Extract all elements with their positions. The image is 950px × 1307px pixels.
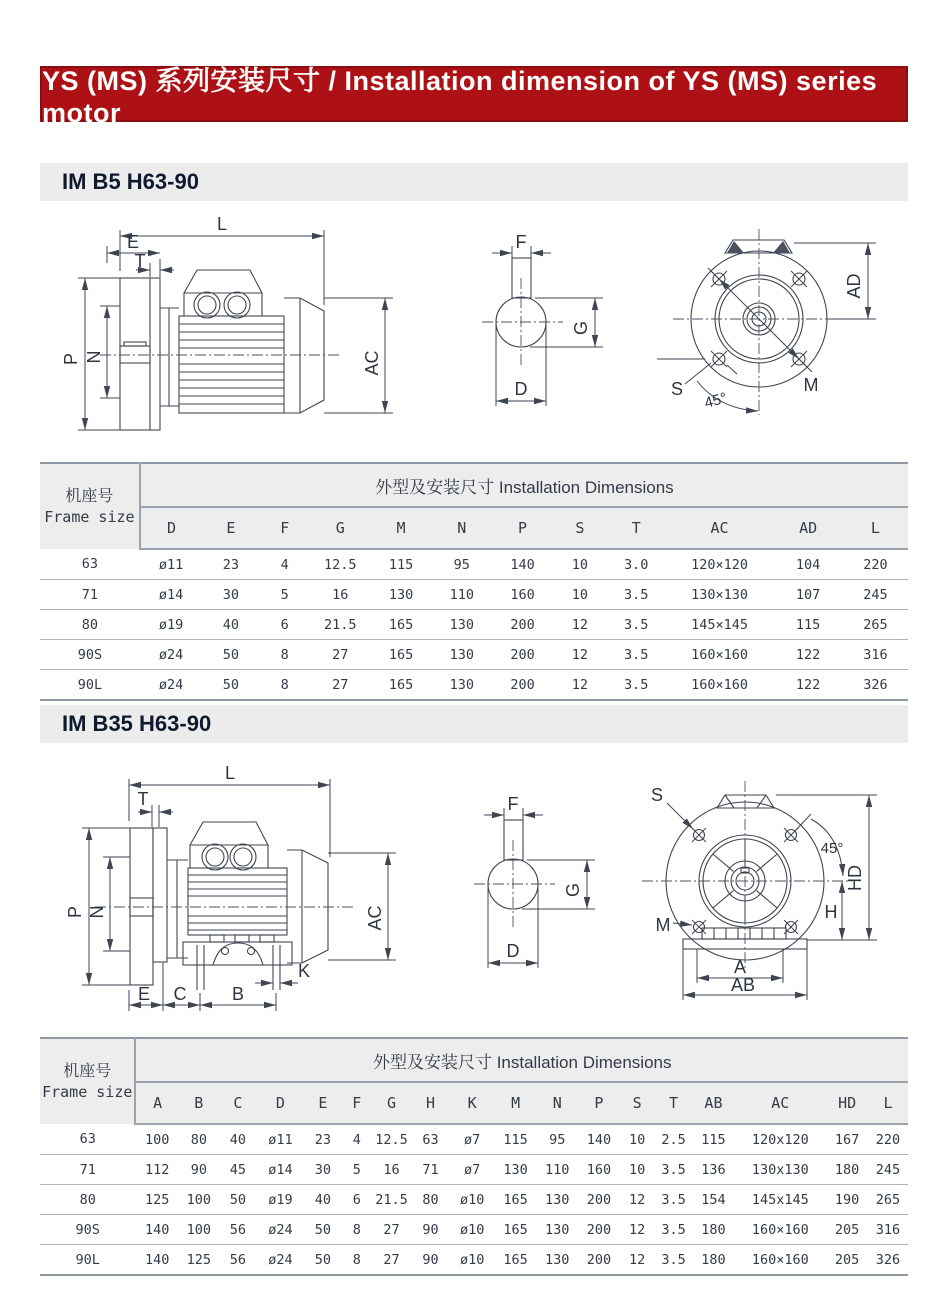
table-cell: 45	[219, 1155, 257, 1185]
dim-label-angle: 45°	[820, 840, 844, 857]
column-header: AB	[693, 1082, 735, 1124]
table-cell: 12	[628, 1251, 646, 1268]
table-cell: 100	[135, 1124, 178, 1155]
column-header: AC	[666, 507, 774, 549]
dimension-lines	[82, 779, 396, 1011]
table-cell: 3.5	[661, 1251, 686, 1268]
table-cell: 160	[578, 1155, 620, 1185]
dim-label-P: P	[61, 352, 81, 366]
table-cell: 90L	[77, 676, 103, 693]
table-cell: 205	[834, 1251, 860, 1268]
table-cell: 12	[620, 1185, 655, 1215]
table-cell: 145×145	[666, 610, 774, 640]
table-cell: 3.5	[624, 676, 649, 693]
table-cell: 140	[144, 1251, 170, 1268]
column-header: T	[607, 507, 666, 549]
dim-label-E: E	[126, 232, 140, 252]
b35-side-view-drawing	[65, 763, 450, 1020]
table-cell: 326	[863, 676, 888, 693]
table-cell: 27	[372, 1215, 412, 1245]
column-header: A	[135, 1082, 178, 1124]
column-header: P	[492, 507, 553, 549]
table-cell: 115	[495, 1124, 537, 1155]
dimension-labels	[507, 794, 584, 961]
table-cell: 130×130	[666, 580, 774, 610]
table-cell: 165	[371, 610, 432, 640]
table-cell: 245	[843, 580, 908, 610]
table-cell: 90	[179, 1155, 219, 1185]
table-cell: 130	[536, 1185, 578, 1215]
table-cell: 80	[40, 610, 140, 640]
dim-label-A: A	[733, 957, 747, 977]
table-cell: 8	[342, 1215, 372, 1245]
frame-size-header-zh: 机座号	[65, 487, 114, 505]
table-cell: 130	[449, 676, 474, 693]
table-cell: 3.5	[607, 580, 666, 610]
page-title: YS (MS) 系列安装尺寸 / Installation dimension of YS (MS) series motor	[42, 66, 878, 128]
column-header: H	[411, 1082, 449, 1124]
table-cell: 180	[826, 1155, 868, 1185]
dimension-labels	[671, 273, 864, 411]
dimension-labels	[61, 214, 382, 376]
table-row	[40, 1124, 908, 1155]
table-cell: 90	[422, 1251, 439, 1268]
column-header: E	[202, 507, 259, 549]
table-cell: 5	[260, 580, 310, 610]
section-heading-b5	[40, 163, 908, 201]
table-cell: 120x120	[734, 1124, 826, 1155]
table-cell: 115	[371, 549, 432, 580]
dim-label-N: N	[84, 350, 104, 364]
table-cell: 130	[536, 1215, 578, 1245]
table-cell: 71	[411, 1155, 449, 1185]
table-cell: 200	[492, 640, 553, 670]
table-cell: 80	[179, 1124, 219, 1155]
table-cell: 100	[179, 1185, 219, 1215]
table-cell: 56	[229, 1251, 246, 1268]
table-cell: 125	[135, 1185, 178, 1215]
dim-label-AC: AC	[362, 350, 382, 376]
table-cell: 50	[222, 676, 240, 693]
dimension-lines	[657, 243, 876, 411]
column-header: P	[578, 1082, 620, 1124]
table-cell: 3.5	[654, 1185, 692, 1215]
dim-label-F: F	[507, 794, 519, 814]
table-cell: ø19	[140, 610, 202, 640]
table-row	[40, 1155, 908, 1185]
dim-label-D: D	[514, 379, 528, 399]
column-header: M	[495, 1082, 537, 1124]
table-cell: 63	[411, 1124, 449, 1155]
part-outline	[474, 820, 555, 930]
table-cell: 40	[304, 1185, 342, 1215]
table-cell: 100	[179, 1215, 219, 1245]
table-cell: 110	[536, 1155, 578, 1185]
table-cell: ø24	[257, 1215, 304, 1245]
dimension-lines	[667, 795, 877, 1000]
table-cell: ø11	[257, 1124, 304, 1155]
table-cell: 130	[495, 1155, 537, 1185]
table-cell: 40	[202, 610, 259, 640]
title-banner	[40, 66, 908, 128]
table-cell: 107	[773, 580, 842, 610]
column-header: L	[843, 507, 908, 549]
table-cell: 27	[332, 676, 349, 693]
dim-label-E: E	[137, 984, 151, 1004]
column-header: G	[310, 507, 371, 549]
table-cell: 50	[304, 1215, 342, 1245]
table-cell: 160×160	[751, 1251, 809, 1268]
table-cell: ø10	[450, 1215, 495, 1245]
table-cell: ø7	[450, 1155, 495, 1185]
dim-label-S: S	[650, 785, 664, 805]
table-cell: 180	[701, 1251, 726, 1268]
column-header: S	[553, 507, 607, 549]
column-header: HD	[826, 1082, 868, 1124]
table-cell: 23	[202, 549, 259, 580]
table-cell: 120×120	[666, 549, 774, 580]
table-cell: 90S	[40, 1215, 135, 1245]
table-cell: 21.5	[310, 610, 371, 640]
table-cell: 80	[411, 1185, 449, 1215]
table-cell: 220	[843, 549, 908, 580]
table-cell: 12	[553, 640, 607, 670]
table-cell: 154	[693, 1185, 735, 1215]
section-heading-b35	[40, 705, 908, 743]
frame-size-header-zh: 机座号	[63, 1062, 112, 1080]
table-cell: 122	[773, 640, 842, 670]
table-cell: 122	[795, 676, 821, 693]
dimension-lines	[78, 230, 393, 430]
table-cell: 10	[553, 580, 607, 610]
column-header: K	[450, 1082, 495, 1124]
table-cell: 245	[868, 1155, 908, 1185]
table-cell: 40	[219, 1124, 257, 1155]
table-cell: 200	[578, 1185, 620, 1215]
table-cell: 130	[431, 610, 492, 640]
table-cell: 145x145	[734, 1185, 826, 1215]
table-cell: 63	[40, 549, 140, 580]
table-cell: 104	[773, 549, 842, 580]
table-cell: 110	[431, 580, 492, 610]
installation-dimensions-header: 外型及安装尺寸 Installation Dimensions	[140, 463, 908, 507]
dim-label-C: C	[173, 984, 187, 1004]
dim-label-T: T	[134, 251, 146, 271]
dim-label-B: B	[231, 984, 245, 1004]
table-cell: 12.5	[372, 1124, 412, 1155]
b35-front-view-drawing	[630, 773, 920, 1018]
dim-label-L: L	[224, 763, 236, 783]
column-header: F	[342, 1082, 372, 1124]
table-cell: 160×160	[691, 676, 749, 693]
b5-table-body	[40, 549, 908, 700]
dim-label-H: H	[824, 902, 838, 922]
table-cell: 112	[135, 1155, 178, 1185]
table-cell: 80	[40, 1185, 135, 1215]
b5-dimensions-table	[40, 462, 908, 701]
table-cell: 71	[40, 580, 140, 610]
table-cell: 50	[219, 1185, 257, 1215]
dimension-labels	[65, 763, 385, 1004]
table-row	[40, 1215, 908, 1245]
table-cell: 4	[342, 1124, 372, 1155]
table-cell: 50	[314, 1251, 332, 1268]
table-cell: 21.5	[372, 1185, 412, 1215]
table-row	[40, 549, 908, 580]
table-cell: 165	[495, 1215, 537, 1245]
table-cell: 23	[304, 1124, 342, 1155]
part-outline	[100, 270, 340, 430]
dim-label-D: D	[506, 941, 520, 961]
dim-label-AD: AD	[844, 273, 864, 299]
b35-shaft-view-drawing	[460, 782, 640, 982]
installation-dimensions-header: 外型及安装尺寸 Installation Dimensions	[135, 1038, 908, 1082]
column-header: C	[219, 1082, 257, 1124]
dim-label-P: P	[65, 905, 85, 919]
dim-label-HD: HD	[845, 865, 865, 891]
table-cell: 165	[371, 640, 432, 670]
table-cell: ø10	[450, 1185, 495, 1215]
dimension-labels	[515, 232, 592, 399]
table-cell: 316	[843, 640, 908, 670]
section-heading-b5-text: IM B5 H63-90	[62, 169, 199, 194]
table-cell: 95	[431, 549, 492, 580]
table-cell: 160×160	[734, 1215, 826, 1245]
dim-label-AC: AC	[365, 905, 385, 931]
table-cell: 130x130	[734, 1155, 826, 1185]
table-cell: 316	[868, 1215, 908, 1245]
table-row	[40, 640, 908, 670]
table-cell: 115	[693, 1124, 735, 1155]
dim-label-N: N	[87, 905, 107, 919]
table-cell: 140	[578, 1124, 620, 1155]
table-cell: 200	[578, 1215, 620, 1245]
table-cell: 90	[411, 1215, 449, 1245]
table-cell: 3.5	[654, 1155, 692, 1185]
table-cell: 136	[693, 1155, 735, 1185]
section-heading-b35-text: IM B35 H63-90	[62, 711, 212, 736]
column-header: N	[536, 1082, 578, 1124]
table-cell: 50	[202, 640, 259, 670]
dim-label-K: K	[297, 961, 311, 981]
column-header: B	[179, 1082, 219, 1124]
table-cell: ø14	[257, 1155, 304, 1185]
table-row	[40, 1245, 908, 1276]
table-cell: 167	[826, 1124, 868, 1155]
frame-size-header	[40, 463, 140, 549]
table-cell: 16	[310, 580, 371, 610]
table-cell: 200	[510, 676, 535, 693]
table-cell: ø14	[140, 580, 202, 610]
table-row	[40, 1185, 908, 1215]
table-cell: 140	[135, 1215, 178, 1245]
table-cell: 10	[620, 1124, 655, 1155]
table-cell: 8	[352, 1251, 361, 1268]
table-cell: 180	[693, 1215, 735, 1245]
table-cell: 130	[431, 640, 492, 670]
column-header-row	[40, 507, 908, 549]
column-header: L	[868, 1082, 908, 1124]
table-cell: 90L	[75, 1251, 100, 1268]
table-cell: 3.5	[607, 610, 666, 640]
column-header: D	[257, 1082, 304, 1124]
table-cell: 2.5	[654, 1124, 692, 1155]
frame-size-header-en: Frame size	[42, 1083, 133, 1102]
table-cell: 3.5	[654, 1215, 692, 1245]
table-cell: 3.0	[607, 549, 666, 580]
table-cell: 265	[843, 610, 908, 640]
drawings-b5	[0, 205, 950, 461]
table-cell: 160×160	[666, 640, 774, 670]
table-cell: 220	[868, 1124, 908, 1155]
column-header: N	[431, 507, 492, 549]
column-header: F	[260, 507, 310, 549]
part-outline	[482, 258, 563, 368]
column-header-row	[40, 1082, 908, 1124]
table-cell: 12.5	[310, 549, 371, 580]
table-cell: 140	[492, 549, 553, 580]
column-header: AD	[773, 507, 842, 549]
table-cell: 200	[586, 1251, 612, 1268]
b35-dimensions-table	[40, 1037, 908, 1276]
table-cell: 165	[503, 1251, 528, 1268]
table-cell: 12	[553, 610, 607, 640]
table-cell: 10	[620, 1155, 655, 1185]
dim-label-M: M	[803, 375, 819, 395]
table-cell: ø11	[140, 549, 202, 580]
table-cell: 63	[40, 1124, 135, 1155]
table-cell: 8	[260, 640, 310, 670]
dim-label-S: S	[670, 379, 684, 399]
table-cell: 90S	[40, 640, 140, 670]
table-cell: 125	[186, 1251, 212, 1268]
table-cell: 56	[219, 1215, 257, 1245]
table-row	[40, 670, 908, 701]
table-cell: 165	[388, 676, 414, 693]
table-cell: 165	[495, 1185, 537, 1215]
table-cell: 3.5	[607, 640, 666, 670]
dim-label-G: G	[571, 320, 591, 336]
column-header: D	[140, 507, 202, 549]
table-cell: 6	[260, 610, 310, 640]
column-header: S	[620, 1082, 655, 1124]
table-cell: 16	[372, 1155, 412, 1185]
table-cell: 10	[553, 549, 607, 580]
part-outline	[670, 229, 847, 415]
table-cell: ø24	[158, 676, 184, 693]
table-row	[40, 610, 908, 640]
table-cell: ø7	[450, 1124, 495, 1155]
dim-label-G: G	[563, 882, 583, 898]
table-cell: 12	[571, 676, 588, 693]
dim-label-M: M	[655, 915, 671, 935]
table-cell: 130	[545, 1251, 570, 1268]
table-cell: 6	[342, 1185, 372, 1215]
table-cell: 326	[875, 1251, 901, 1268]
b5-shaft-view-drawing	[468, 220, 648, 420]
part-outline	[95, 822, 355, 990]
table-cell: 160	[492, 580, 553, 610]
table-cell: 5	[342, 1155, 372, 1185]
table-cell: 4	[260, 549, 310, 580]
table-cell: 200	[492, 610, 553, 640]
frame-size-header	[40, 1038, 135, 1124]
table-cell: 27	[310, 640, 371, 670]
dim-label-AB: AB	[730, 975, 756, 995]
table-cell: 205	[826, 1215, 868, 1245]
table-cell: 115	[773, 610, 842, 640]
table-cell: 27	[383, 1251, 400, 1268]
table-cell: 30	[304, 1155, 342, 1185]
table-row	[40, 580, 908, 610]
table-cell: ø24	[268, 1251, 293, 1268]
frame-size-header-en: Frame size	[44, 508, 135, 527]
table-cell: 190	[826, 1185, 868, 1215]
drawings-b35	[0, 760, 950, 1036]
table-cell: ø24	[140, 640, 202, 670]
dim-label-T: T	[137, 789, 149, 809]
table-cell: ø10	[459, 1251, 485, 1268]
column-header: M	[371, 507, 432, 549]
b5-flange-view-drawing	[657, 223, 912, 423]
b35-table-body	[40, 1124, 908, 1275]
dim-label-F: F	[515, 232, 527, 252]
table-cell: 130	[371, 580, 432, 610]
dim-label-angle: 45°	[702, 389, 730, 412]
table-cell: 30	[202, 580, 259, 610]
table-cell: 265	[868, 1185, 908, 1215]
dim-label-L: L	[216, 214, 228, 234]
table-cell: 71	[40, 1155, 135, 1185]
table-cell: 95	[536, 1124, 578, 1155]
column-header: AC	[734, 1082, 826, 1124]
b5-side-view-drawing	[61, 213, 452, 448]
column-header: G	[372, 1082, 412, 1124]
column-header: T	[654, 1082, 692, 1124]
column-header: E	[304, 1082, 342, 1124]
table-cell: ø19	[257, 1185, 304, 1215]
table-cell: 12	[620, 1215, 655, 1245]
table-cell: 8	[280, 676, 289, 693]
